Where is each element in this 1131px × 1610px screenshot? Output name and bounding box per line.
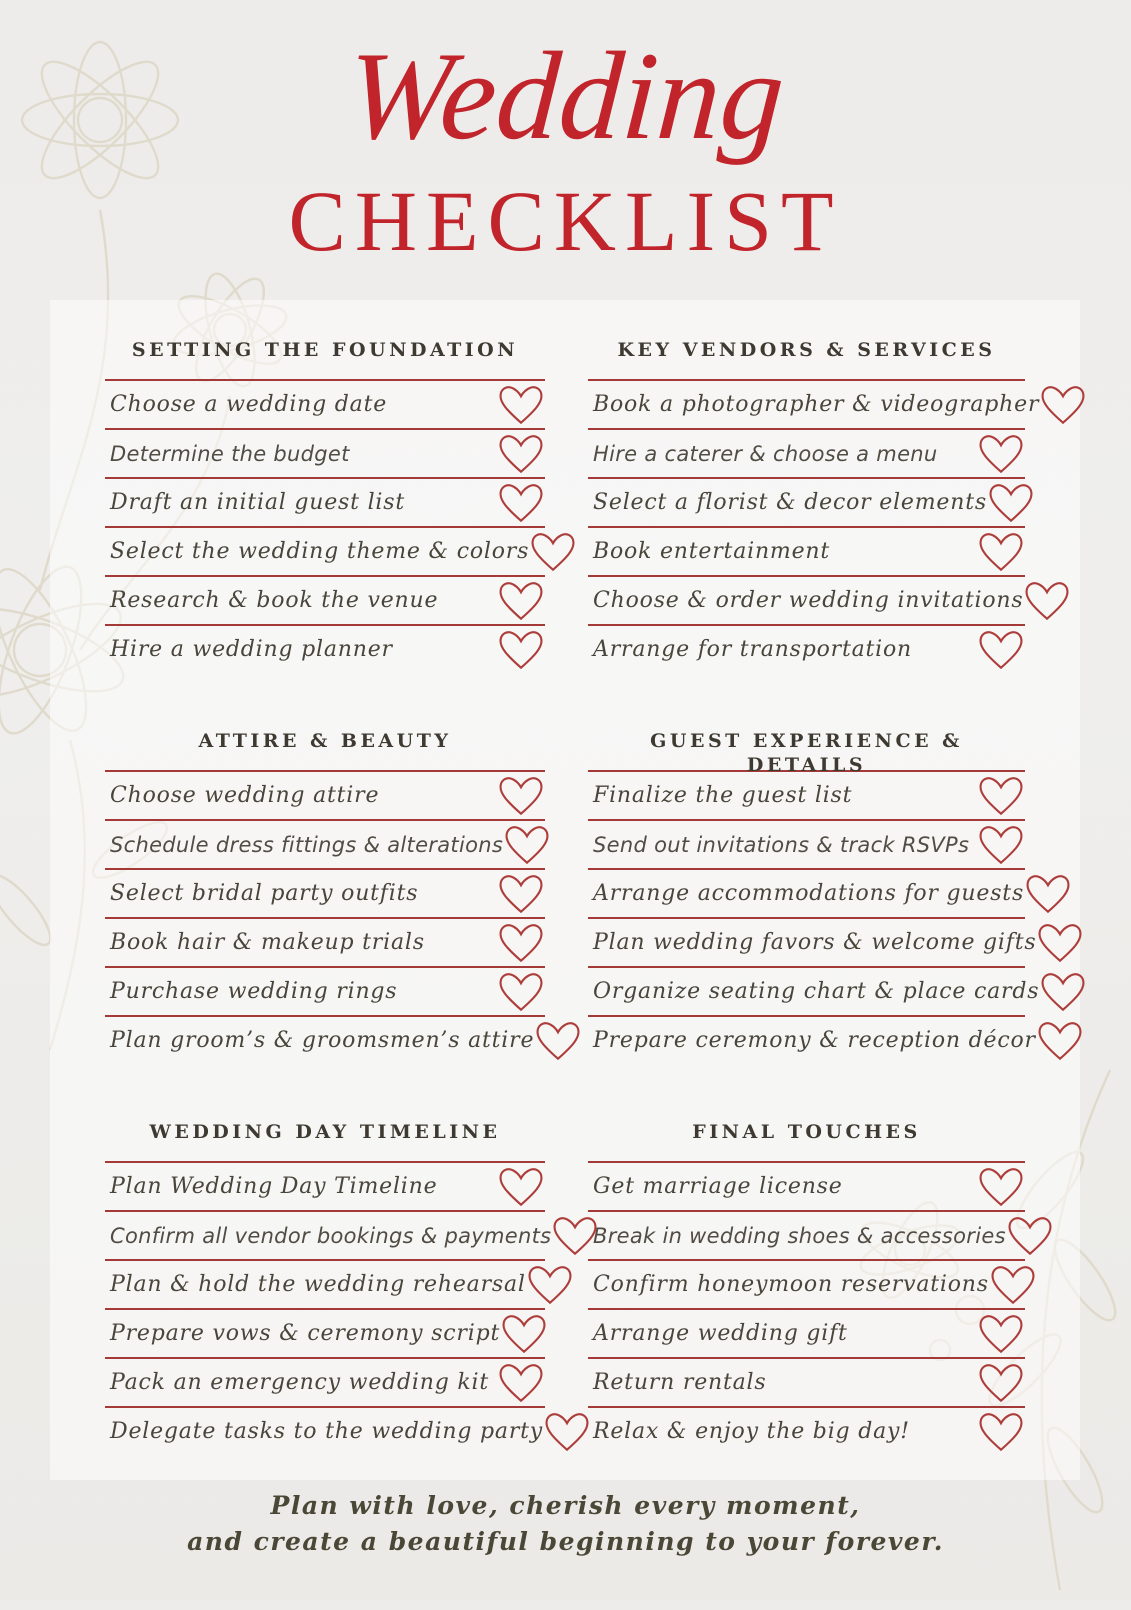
heart-checkbox[interactable] [977, 628, 1025, 672]
section-wedding-day-timeline [105, 1120, 552, 1455]
checklist-row [588, 917, 1037, 966]
checklist-row [105, 917, 545, 966]
heart-checkbox[interactable] [1024, 872, 1072, 916]
checklist-row [105, 379, 545, 428]
checklist-item-label: Confirm honeymoon reservations [593, 1272, 989, 1297]
checklist-row [105, 1161, 545, 1210]
checklist-row [588, 526, 1025, 575]
heart-checkbox[interactable] [497, 628, 545, 672]
checklist-row [105, 868, 545, 917]
checklist-row [588, 1406, 1025, 1455]
checklist-item-label: Relax & enjoy the big day! [593, 1419, 910, 1444]
checklist-row [105, 575, 545, 624]
checklist-item-label: Schedule dress fittings & alterations [110, 832, 504, 857]
section-title: KEY VENDORS & SERVICES [617, 339, 996, 361]
checklist-item-label: Break in wedding shoes & accessories [593, 1223, 1006, 1248]
checklist-item-label: Finalize the guest list [593, 783, 853, 808]
heart-checkbox[interactable] [497, 579, 545, 623]
checklist-item-label: Pack an emergency wedding kit [110, 1370, 489, 1395]
checklist-item-label: Hire a caterer & choose a menu [593, 441, 938, 466]
checklist-item-label: Delegate tasks to the wedding party [110, 1419, 544, 1444]
checklist-item-label: Choose wedding attire [110, 783, 380, 808]
checklist-row [105, 526, 545, 575]
section-attire-beauty [105, 729, 545, 1064]
heart-checkbox[interactable] [977, 530, 1025, 574]
checklist-row [588, 428, 1025, 477]
checklist-row [105, 1357, 545, 1406]
heart-checkbox[interactable] [497, 481, 545, 525]
footer-quote-line1: Plan with love, cherish every moment, [270, 1491, 861, 1520]
section-final-touches [588, 1120, 1025, 1455]
heart-checkbox[interactable] [526, 1263, 574, 1307]
checklist-row [105, 966, 545, 1015]
checklist-item-label: Return rentals [593, 1370, 767, 1395]
checklist-row [588, 379, 1040, 428]
title-checklist: CHECKLIST [288, 173, 843, 269]
checklist-row [588, 477, 1025, 526]
section-title: ATTIRE & BEAUTY [198, 730, 452, 752]
heart-checkbox[interactable] [503, 823, 551, 867]
footer-quote [0, 1488, 1131, 1561]
heart-checkbox[interactable] [529, 530, 577, 574]
checklist-row [105, 1210, 552, 1259]
checklist-item-label: Select the wedding theme & colors [110, 539, 530, 564]
heart-checkbox[interactable] [987, 481, 1035, 525]
checklist-item-label: Organize seating chart & place cards [593, 979, 1040, 1004]
checklist-item-label: Get marriage license [593, 1174, 843, 1199]
section-setting-the-foundation [105, 338, 545, 673]
checklist-row [105, 428, 545, 477]
checklist-row [588, 1210, 1025, 1259]
checklist-item-label: Determine the budget [110, 441, 350, 466]
heart-checkbox[interactable] [1039, 970, 1087, 1014]
heart-checkbox[interactable] [497, 432, 545, 476]
heart-checkbox[interactable] [543, 1410, 591, 1454]
heart-checkbox[interactable] [534, 1019, 582, 1063]
checklist-row [588, 966, 1040, 1015]
checklist-row [588, 1259, 1025, 1308]
checklist-row [588, 575, 1025, 624]
heart-checkbox[interactable] [1036, 1019, 1084, 1063]
checklist-item-label: Book entertainment [593, 539, 830, 564]
checklist-item-label: Select a florist & decor elements [593, 490, 987, 515]
checklist-row [105, 770, 545, 819]
checklist-item-label: Book hair & makeup trials [110, 930, 425, 955]
checklist-item-label: Arrange for transportation [593, 637, 913, 662]
checklist-item-label: Arrange accommodations for guests [593, 881, 1025, 906]
checklist-row [105, 1308, 545, 1357]
heart-checkbox[interactable] [1036, 921, 1084, 965]
title-script: Wedding [342, 27, 789, 166]
checklist-row [105, 1406, 545, 1455]
checklist-item-label: Prepare ceremony & reception décor [593, 1028, 1036, 1053]
heart-checkbox[interactable] [497, 1361, 545, 1405]
section-title: WEDDING DAY TIMELINE [149, 1121, 501, 1143]
heart-checkbox[interactable] [989, 1263, 1037, 1307]
checklist-item-label: Prepare vows & ceremony script [110, 1321, 501, 1346]
checklist-item-label: Draft an initial guest list [110, 490, 405, 515]
heart-checkbox[interactable] [977, 774, 1025, 818]
checklist-item-label: Select bridal party outfits [110, 881, 419, 906]
heart-checkbox[interactable] [497, 970, 545, 1014]
heart-checkbox[interactable] [977, 823, 1025, 867]
checklist-item-label: Plan groom’s & groomsmen’s attire [110, 1028, 535, 1053]
checklist-item-label: Hire a wedding planner [110, 637, 393, 662]
heart-checkbox[interactable] [497, 1165, 545, 1209]
checklist-item-label: Confirm all vendor bookings & payments [110, 1223, 552, 1248]
footer-quote-line2: and create a beautiful beginning to your forever. [187, 1527, 944, 1557]
heart-checkbox[interactable] [1006, 1214, 1054, 1258]
checklist-item-label: Arrange wedding gift [593, 1321, 848, 1346]
checklist-row [105, 819, 545, 868]
checklist-row [105, 624, 545, 673]
checklist-item-label: Plan wedding favors & welcome gifts [593, 930, 1037, 955]
checklist-row [588, 1308, 1025, 1357]
section-title: FINAL TOUCHES [692, 1121, 921, 1143]
checklist-item-label: Choose a wedding date [110, 392, 388, 417]
checklist-item-label: Book a photographer & videographer [593, 392, 1040, 417]
checklist-item-label: Research & book the venue [110, 588, 439, 613]
heart-checkbox[interactable] [497, 872, 545, 916]
section-key-vendors-services [588, 338, 1040, 673]
checklist-row [588, 1015, 1036, 1064]
heart-checkbox[interactable] [977, 1410, 1025, 1454]
heart-checkbox[interactable] [1039, 383, 1087, 427]
checklist-row [588, 1357, 1025, 1406]
checklist-row [105, 1015, 545, 1064]
section-title: GUEST EXPERIENCE & DETAILS [650, 730, 963, 776]
checklist-item-label: Plan Wedding Day Timeline [110, 1174, 438, 1199]
section-guest-experience-details [588, 729, 1040, 1064]
checklist-row [105, 477, 545, 526]
heart-checkbox[interactable] [497, 774, 545, 818]
checklist-row [588, 624, 1025, 673]
checklist-row [588, 770, 1025, 819]
checklist-item-label: Purchase wedding rings [110, 979, 398, 1004]
checklist-row [588, 868, 1025, 917]
heart-checkbox[interactable] [497, 383, 545, 427]
section-title: SETTING THE FOUNDATION [131, 339, 519, 361]
checklist-item-label: Send out invitations & track RSVPs [593, 832, 970, 857]
heart-checkbox[interactable] [977, 1361, 1025, 1405]
checklist-item-label: Plan & hold the wedding rehearsal [110, 1272, 526, 1297]
heart-checkbox[interactable] [977, 432, 1025, 476]
checklist-row [588, 819, 1025, 868]
checklist-item-label: Choose & order wedding invitations [593, 588, 1024, 613]
heart-checkbox[interactable] [977, 1165, 1025, 1209]
heart-checkbox[interactable] [1023, 579, 1071, 623]
heart-checkbox[interactable] [500, 1312, 548, 1356]
sections-grid [105, 338, 1040, 1455]
checklist-row [105, 1259, 545, 1308]
heart-checkbox[interactable] [977, 1312, 1025, 1356]
heart-checkbox[interactable] [497, 921, 545, 965]
checklist-row [588, 1161, 1025, 1210]
